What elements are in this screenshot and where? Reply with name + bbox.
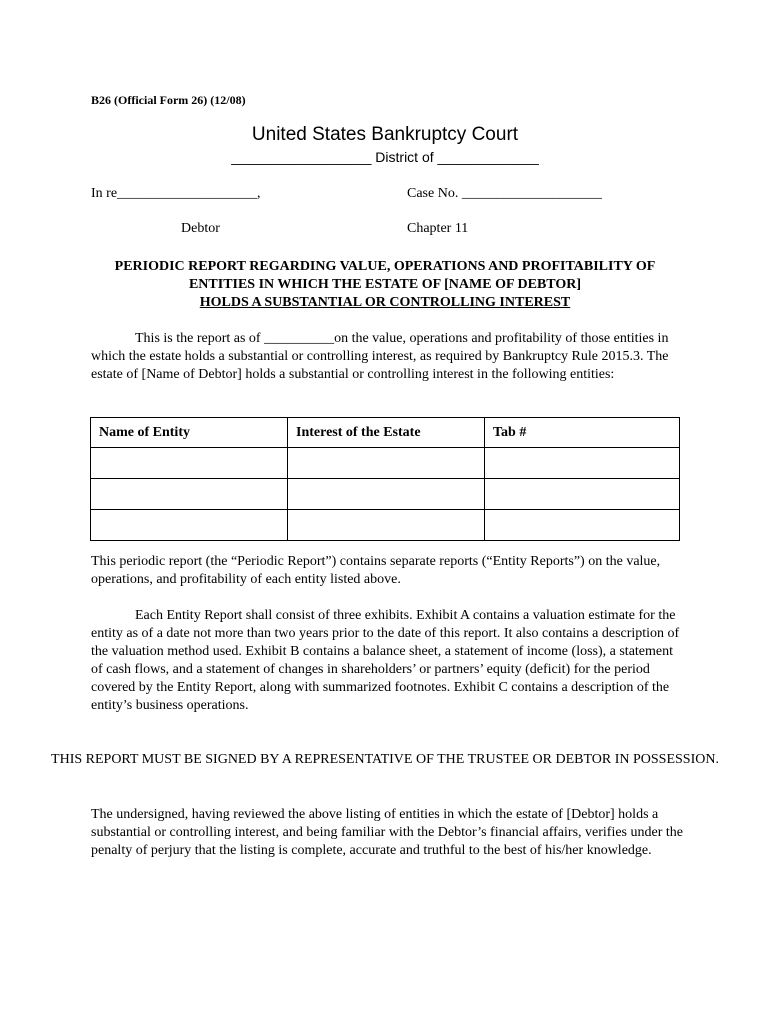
signature-notice: THIS REPORT MUST BE SIGNED BY A REPRESENTATIVE OF THE TRUSTEE OR DEBTOR IN POSSESSION. (51, 752, 719, 767)
table-header-row (91, 418, 680, 448)
report-title-line-3: HOLDS A SUBSTANTIAL OR CONTROLLING INTEREST (199, 295, 571, 310)
table-row (91, 479, 680, 510)
report-title-line-1: PERIODIC REPORT REGARDING VALUE, OPERATIONS AND PROFITABILITY OF (114, 259, 656, 274)
verification-paragraph: The undersigned, having reviewed the above listing of entities in which the estate of [Debtor] holds a substantial or controlling interest, and being familiar with the Debtor’s financial affairs, verifies under the penalty of perjury that the listing is complete, accurate and truthful to the best of his/her knowledge. (91, 807, 683, 858)
court-title: United States Bankruptcy Court (251, 124, 519, 145)
column-header-name-of-entity: Name of Entity (91, 418, 288, 448)
table-cell[interactable] (91, 448, 288, 479)
report-title (60, 258, 710, 312)
form-identifier: B26 (Official Form 26) (12/08) (91, 93, 246, 107)
table-row (91, 510, 680, 541)
report-title-line-2: ENTITIES IN WHICH THE ESTATE OF [NAME OF DEBTOR] (188, 277, 582, 292)
column-header-tab-number: Tab # (485, 418, 680, 448)
in-re-line: In re____________________, (91, 186, 261, 201)
district-line: __________________ District of _____________ (231, 149, 539, 165)
chapter-label: Chapter 11 (407, 221, 469, 236)
table-cell[interactable] (485, 448, 680, 479)
table-cell[interactable] (485, 510, 680, 541)
table-cell[interactable] (288, 510, 485, 541)
table-cell[interactable] (91, 510, 288, 541)
entity-report-paragraph: Each Entity Report shall consist of three exhibits. Exhibit A contains a valuation estimate for the entity as of a date not more than two years prior to the date of this report. It also contains a description of the valuation method used. Exhibit B contains a balance sheet, a statement of income (loss), a statement of cash flows, and a statement of changes in shareholders’ or partners’ equity (deficit) for the period covered by the Entity Report, along with summarized footnotes. Exhibit C contains a description of the entity’s business operations. (91, 608, 680, 713)
table-cell[interactable] (91, 479, 288, 510)
periodic-report-paragraph: This periodic report (the “Periodic Report”) contains separate reports (“Entity Reports”) on the value, operations, and profitability of each entity listed above. (91, 554, 661, 587)
case-number-line: Case No. ____________________ (407, 186, 602, 201)
intro-paragraph: This is the report as of __________on the value, operations and profitability of those entities in which the estate holds a substantial or controlling interest, as required by Bankruptcy Rule 2015.3. The estate of [Name of Debtor] holds a substantial or controlling interest in the following entities: (91, 331, 669, 382)
table-cell[interactable] (485, 479, 680, 510)
column-header-interest-of-estate: Interest of the Estate (288, 418, 485, 448)
entities-table (90, 417, 680, 541)
table-row (91, 448, 680, 479)
debtor-label: Debtor (181, 221, 220, 236)
table-cell[interactable] (288, 448, 485, 479)
table-cell[interactable] (288, 479, 485, 510)
